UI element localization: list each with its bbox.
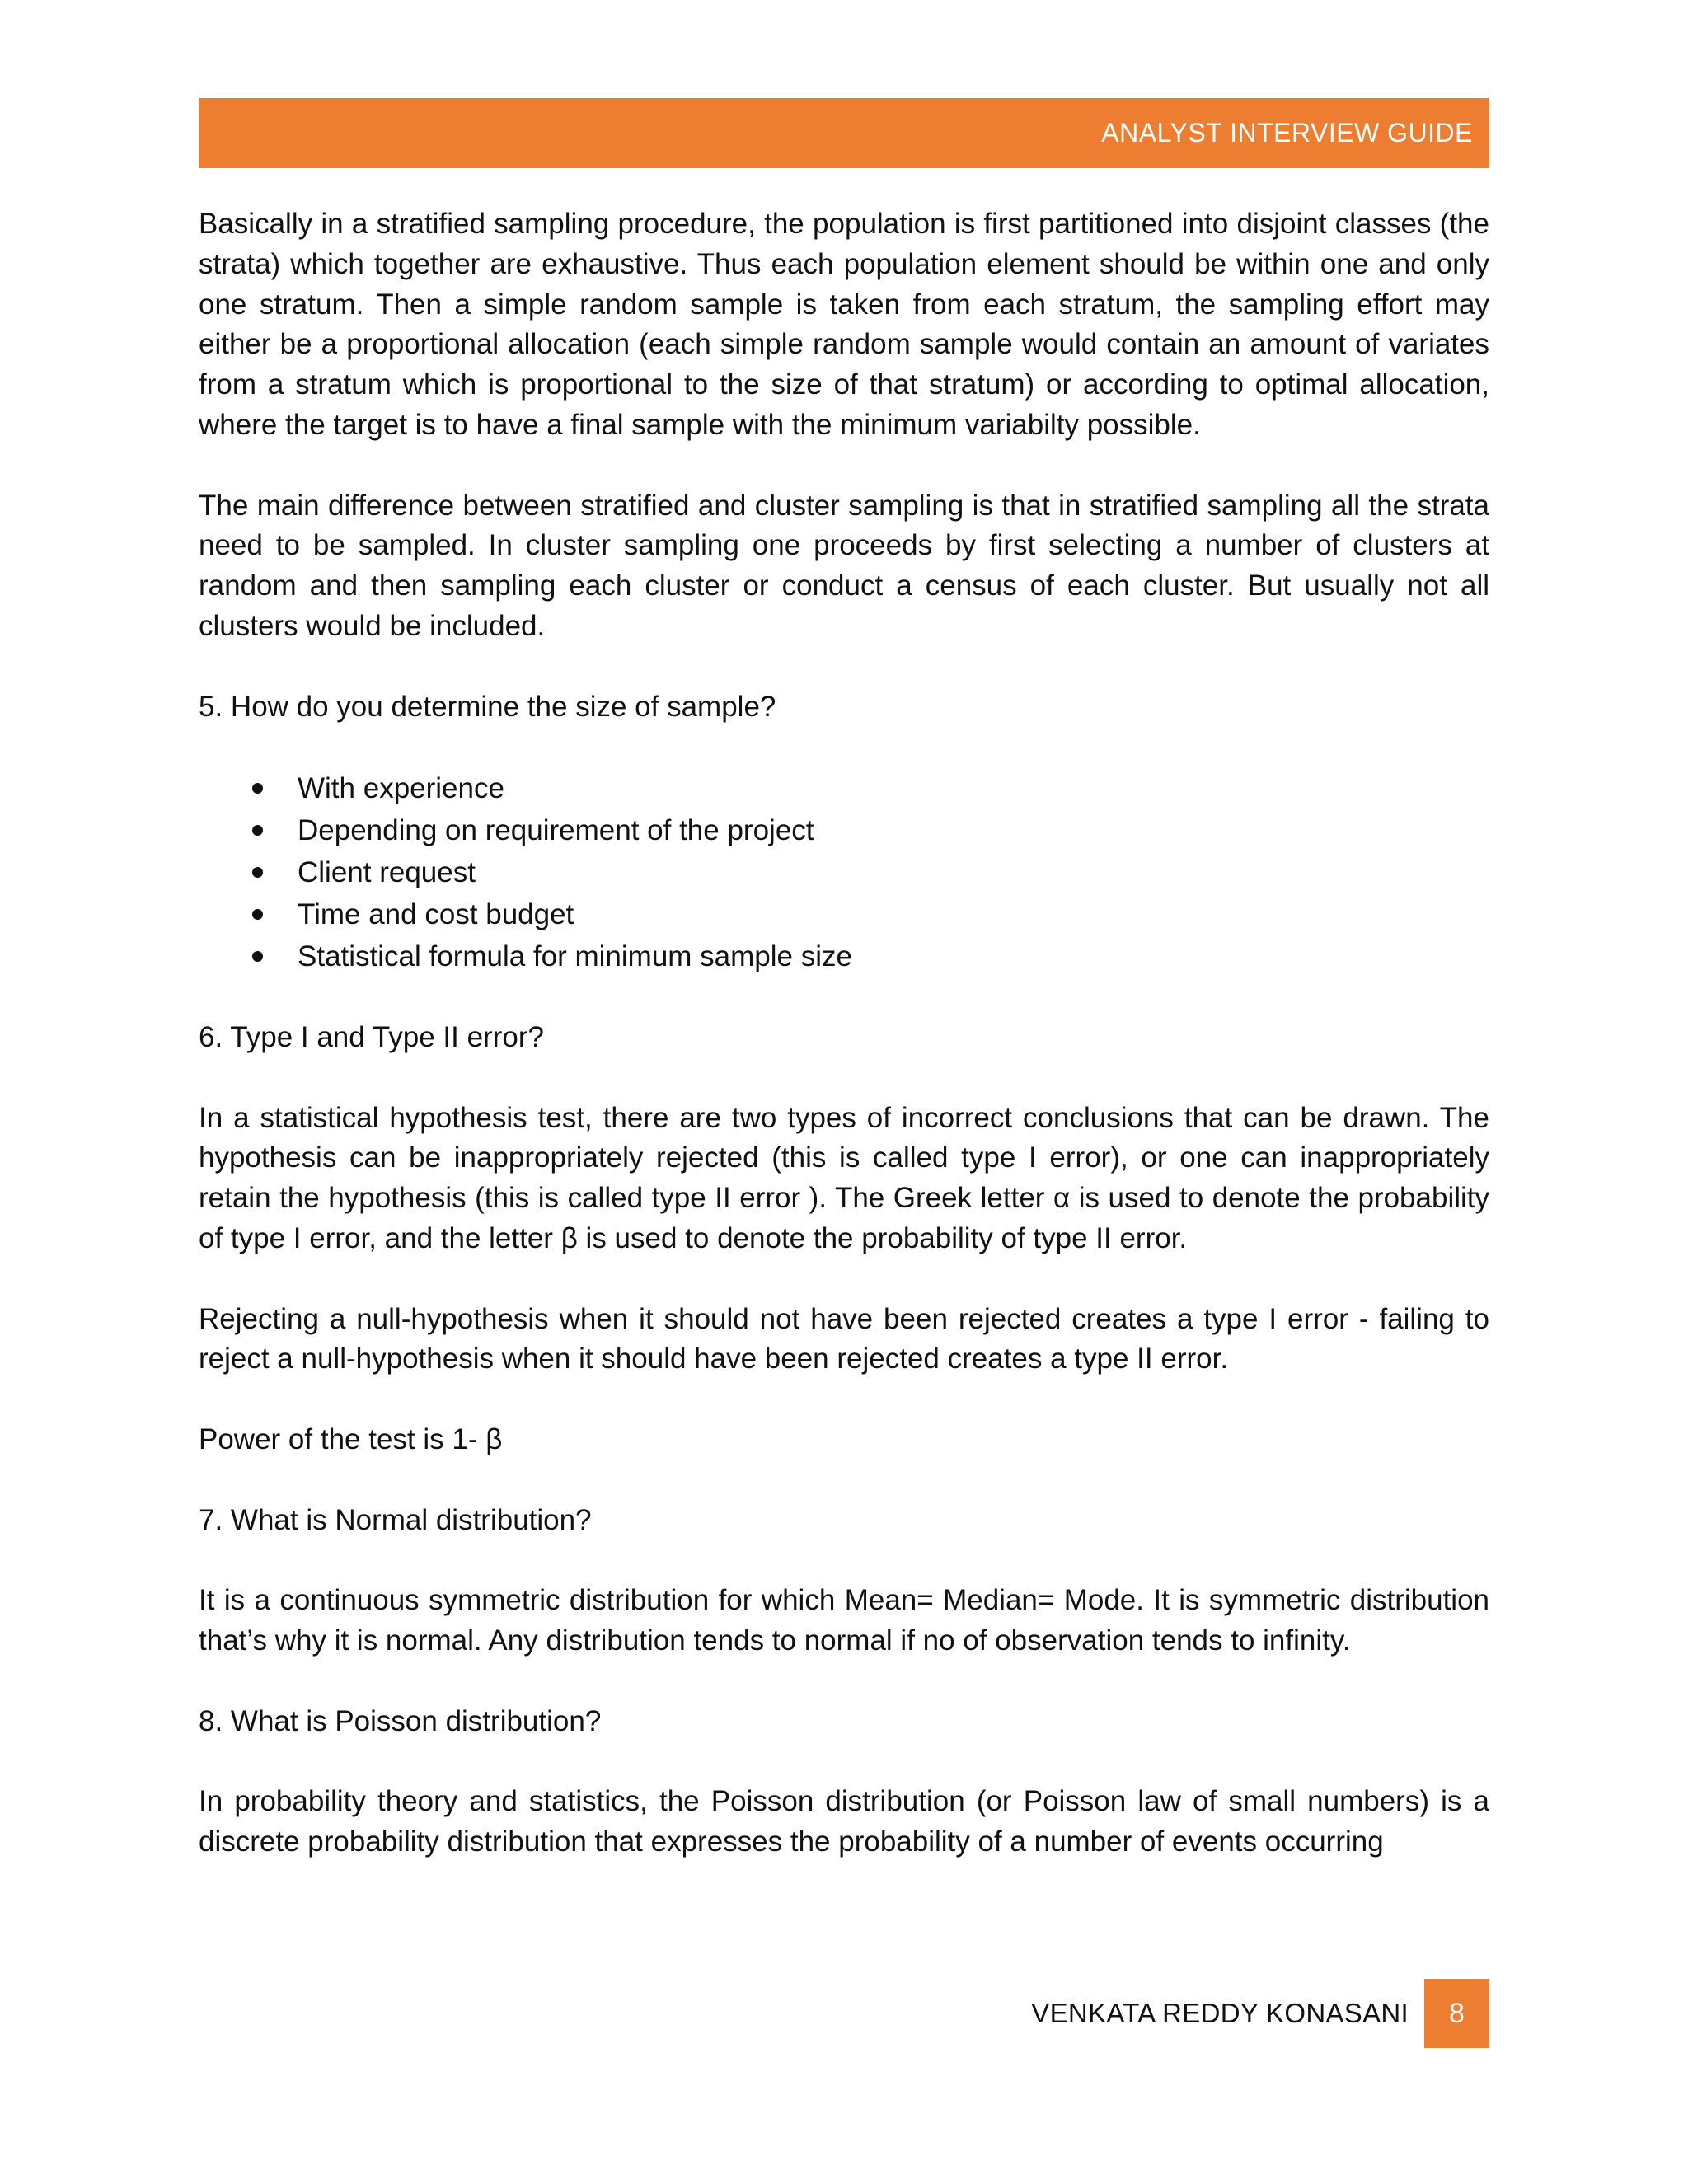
- list-item-text: With experience: [298, 772, 504, 805]
- page-header: [199, 98, 1489, 168]
- paragraph-stratified-sampling: Basically in a stratified sampling procedure, the population is first partitioned into disjoint classes (the strata) which together are exhaustive. Thus each population element should be within one and only one stratum. Then a simple random sample is taken from each stratum, the sampling effort may either be a proportional allocation (each simple random sample would contain an amount of variates from a stratum which is proportional to the size of that stratum) or according to optimal allocation, where the target is to have a final sample with the minimum variabilty possible.: [199, 208, 1489, 441]
- bullet-icon: [252, 825, 263, 836]
- paragraph-normal-distribution: It is a continuous symmetric distribution for which Mean= Median= Mode. It is symmetric distribution that’s why it is normal. Any distribution tends to normal if no of observation tends to infinity.: [199, 1584, 1489, 1657]
- list-item-text: Statistical formula for minimum sample size: [298, 940, 852, 973]
- bullet-icon: [252, 783, 263, 794]
- question-normal-distribution: 7. What is Normal distribution?: [199, 1503, 592, 1536]
- header-title: ANALYST INTERVIEW GUIDE: [1101, 118, 1473, 148]
- list-item: [199, 851, 1489, 893]
- page-number-badge: [1424, 1979, 1489, 2048]
- bullet-icon: [252, 909, 263, 920]
- paragraph-poisson-distribution: In probability theory and statistics, the Poisson distribution (or Poisson law of small numbers) is a discrete probability distribution that expresses the probability of a number of events occurring: [199, 1785, 1489, 1858]
- page-number: 8: [1449, 1997, 1465, 2029]
- question-type-errors: 6. Type I and Type II error?: [199, 1020, 544, 1053]
- question-sample-size: 5. How do you determine the size of sample?: [199, 690, 776, 723]
- question-poisson-distribution: 8. What is Poisson distribution?: [199, 1704, 602, 1737]
- list-item: [199, 809, 1489, 851]
- list-item: [199, 893, 1489, 935]
- list-item: [199, 935, 1489, 977]
- list-item: [199, 767, 1489, 809]
- list-item-text: Depending on requirement of the project: [298, 814, 814, 847]
- paragraph-power-of-test: Power of the test is 1- β: [199, 1422, 503, 1455]
- bullet-icon: [252, 867, 263, 878]
- paragraph-stratified-vs-cluster: The main difference between stratified and cluster sampling is that in stratified sampling all the strata need to be sampled. In cluster sampling one proceeds by first selecting a number of clusters at random and then sampling each cluster or conduct a census of each cluster. But usually not all clusters would be included.: [199, 489, 1489, 642]
- page-content: [199, 204, 1489, 1863]
- list-item-text: Client request: [298, 856, 476, 889]
- paragraph-hypothesis-errors: In a statistical hypothesis test, there are two types of incorrect conclusions that can be drawn. The hypothesis can be inappropriately rejected (this is called type I error), or one can inappropriately retain the hypothesis (this is called type II error ). The Greek letter α is used to denote the probability of type I error, and the letter β is used to denote the probability of type II error.: [199, 1101, 1489, 1254]
- bullet-icon: [252, 951, 263, 962]
- sample-size-list: [199, 767, 1489, 977]
- list-item-text: Time and cost budget: [298, 898, 574, 931]
- paragraph-null-hypothesis: Rejecting a null-hypothesis when it should not have been rejected creates a type I error - failing to reject a null-hypothesis when it should have been rejected creates a type II error.: [199, 1302, 1489, 1376]
- page-footer: [1031, 1979, 1489, 2048]
- footer-author: VENKATA REDDY KONASANI: [1031, 1998, 1409, 2028]
